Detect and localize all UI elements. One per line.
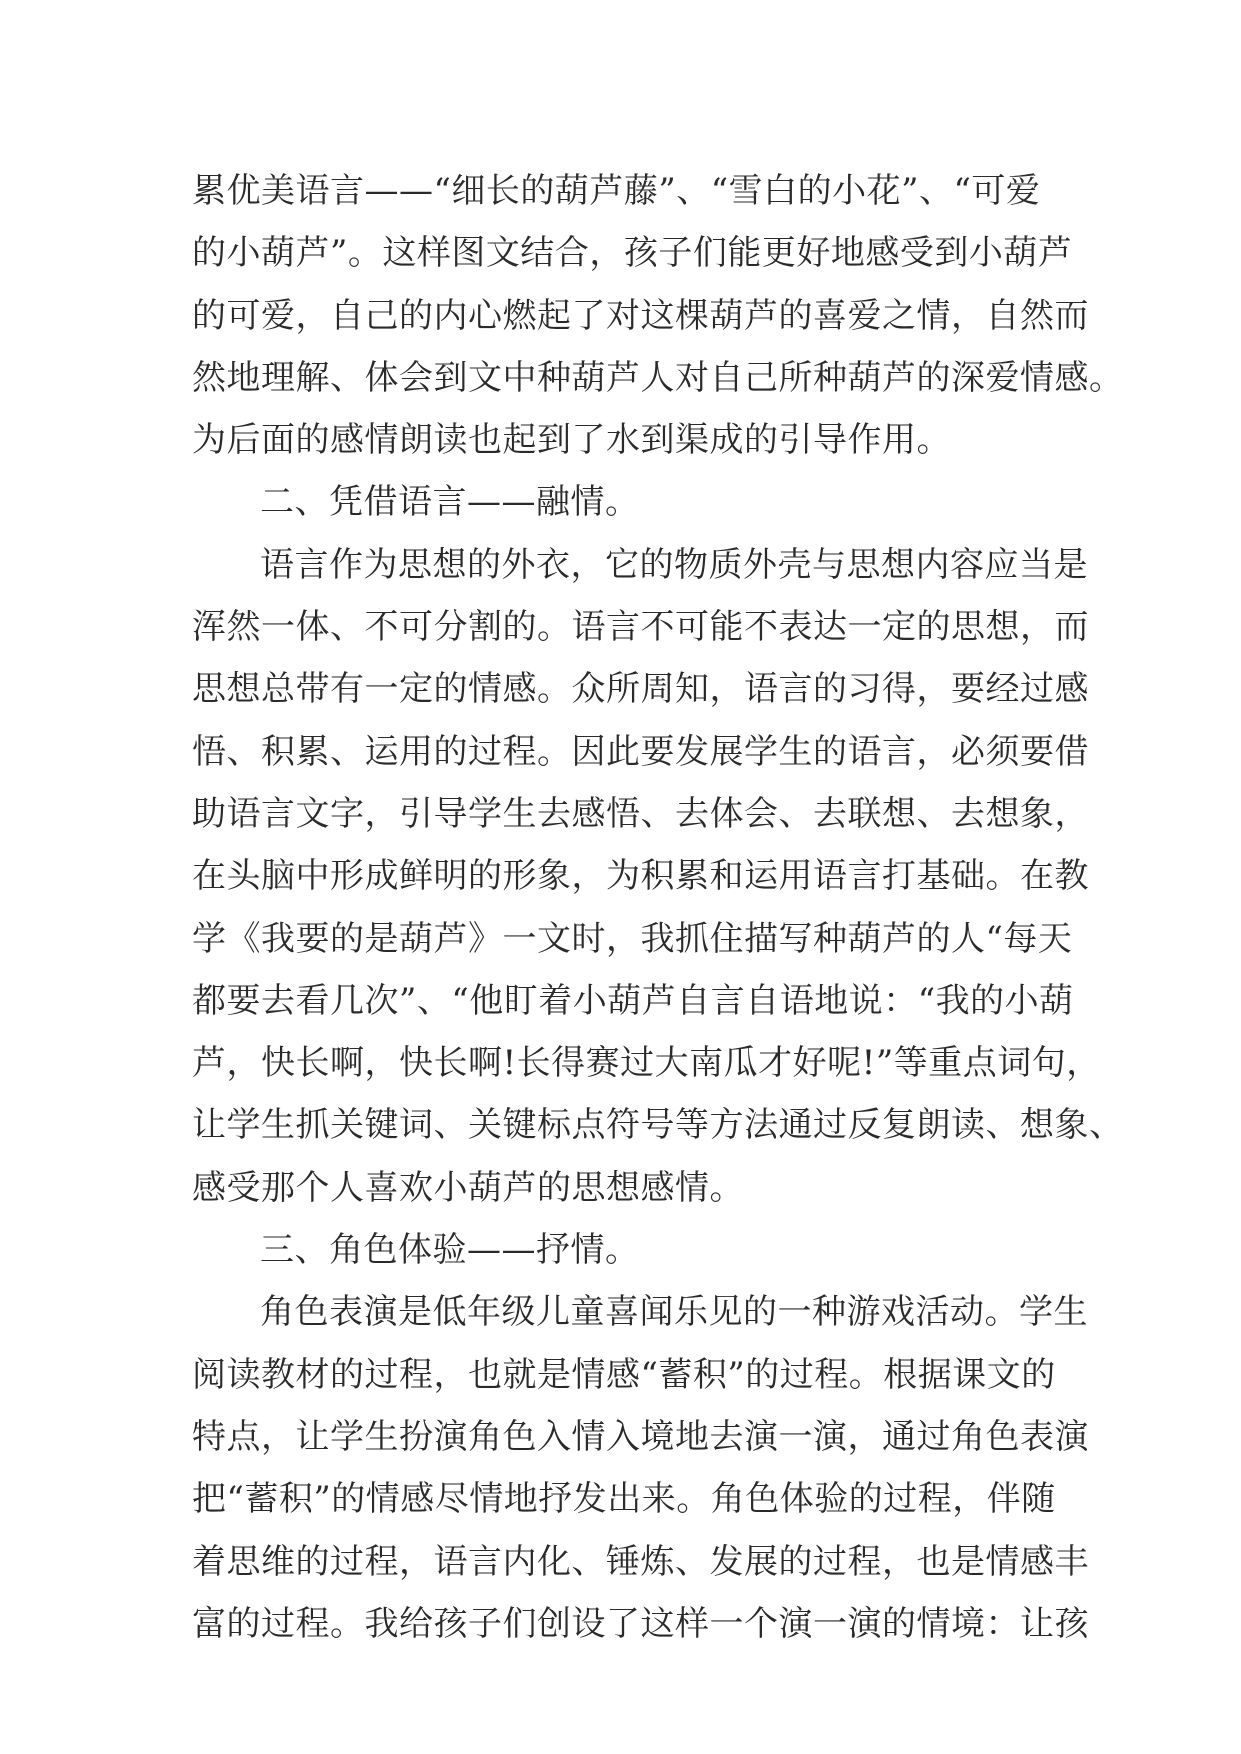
text-line: 让学生抓关键词、关键标点符号等方法通过反复朗读、想象、 xyxy=(192,1105,1124,1146)
text-line: 思想总带有一定的情感。众所周知，语言的习得，要经过感 xyxy=(192,669,1089,710)
text-line: 都要去看几次”、“他盯着小葫芦自言自语地说：“我的小葫 xyxy=(192,980,1074,1021)
text-line: 的可爱，自己的内心燃起了对这棵葫芦的喜爱之情，自然而 xyxy=(192,295,1089,336)
paragraph-start-line: 二、凭借语言——融情。 xyxy=(260,482,640,523)
text-line: 富的过程。我给孩子们创设了这样一个演一演的情境：让孩 xyxy=(192,1603,1089,1644)
text-line: 特点，让学生扮演角色入情入境地去演一演，通过角色表演 xyxy=(192,1416,1089,1457)
text-line: 悟、积累、运用的过程。因此要发展学生的语言，必须要借 xyxy=(192,731,1089,772)
text-line: 为后面的感情朗读也起到了水到渠成的引导作用。 xyxy=(192,420,951,461)
text-line: 累优美语言——“细长的葫芦藤”、“雪白的小花”、“可爱 xyxy=(192,171,1041,211)
text-line: 学《我要的是葫芦》一文时，我抓住描写种葫芦的人“每天 xyxy=(192,918,1073,959)
text-line: 芦，快长啊，快长啊!长得赛过大南瓜才好呢!”等重点词句， xyxy=(192,1043,1101,1084)
text-line: 阅读教材的过程，也就是情感“蓄积”的过程。根据课文的 xyxy=(192,1354,1056,1395)
text-line: 助语言文字，引导学生去感悟、去体会、去联想、去想象， xyxy=(192,793,1089,834)
text-line: 在头脑中形成鲜明的形象，为积累和运用语言打基础。在教 xyxy=(192,856,1089,897)
text-line: 浑然一体、不可分割的。语言不可能不表达一定的思想，而 xyxy=(192,607,1089,648)
text-line: 着思维的过程，语言内化、锤炼、发展的过程，也是情感丰 xyxy=(192,1541,1089,1582)
text-line: 的小葫芦”。这样图文结合，孩子们能更好地感受到小葫芦 xyxy=(192,233,1073,274)
paragraph-start-line: 语言作为思想的外衣，它的物质外壳与思想内容应当是 xyxy=(260,544,1088,585)
paragraph-start-line: 角色表演是低年级儿童喜闻乐见的一种游戏活动。学生 xyxy=(260,1292,1088,1333)
paragraph-start-line: 三、角色体验——抒情。 xyxy=(260,1230,640,1271)
text-line: 感受那个人喜欢小葫芦的思想感情。 xyxy=(192,1167,744,1208)
body-text xyxy=(192,160,1124,1655)
text-line: 把“蓄积”的情感尽情地抒发出来。角色体验的过程，伴随 xyxy=(192,1479,1056,1520)
text-line: 然地理解、体会到文中种葫芦人对自己所种葫芦的深爱情感。 xyxy=(192,357,1124,398)
